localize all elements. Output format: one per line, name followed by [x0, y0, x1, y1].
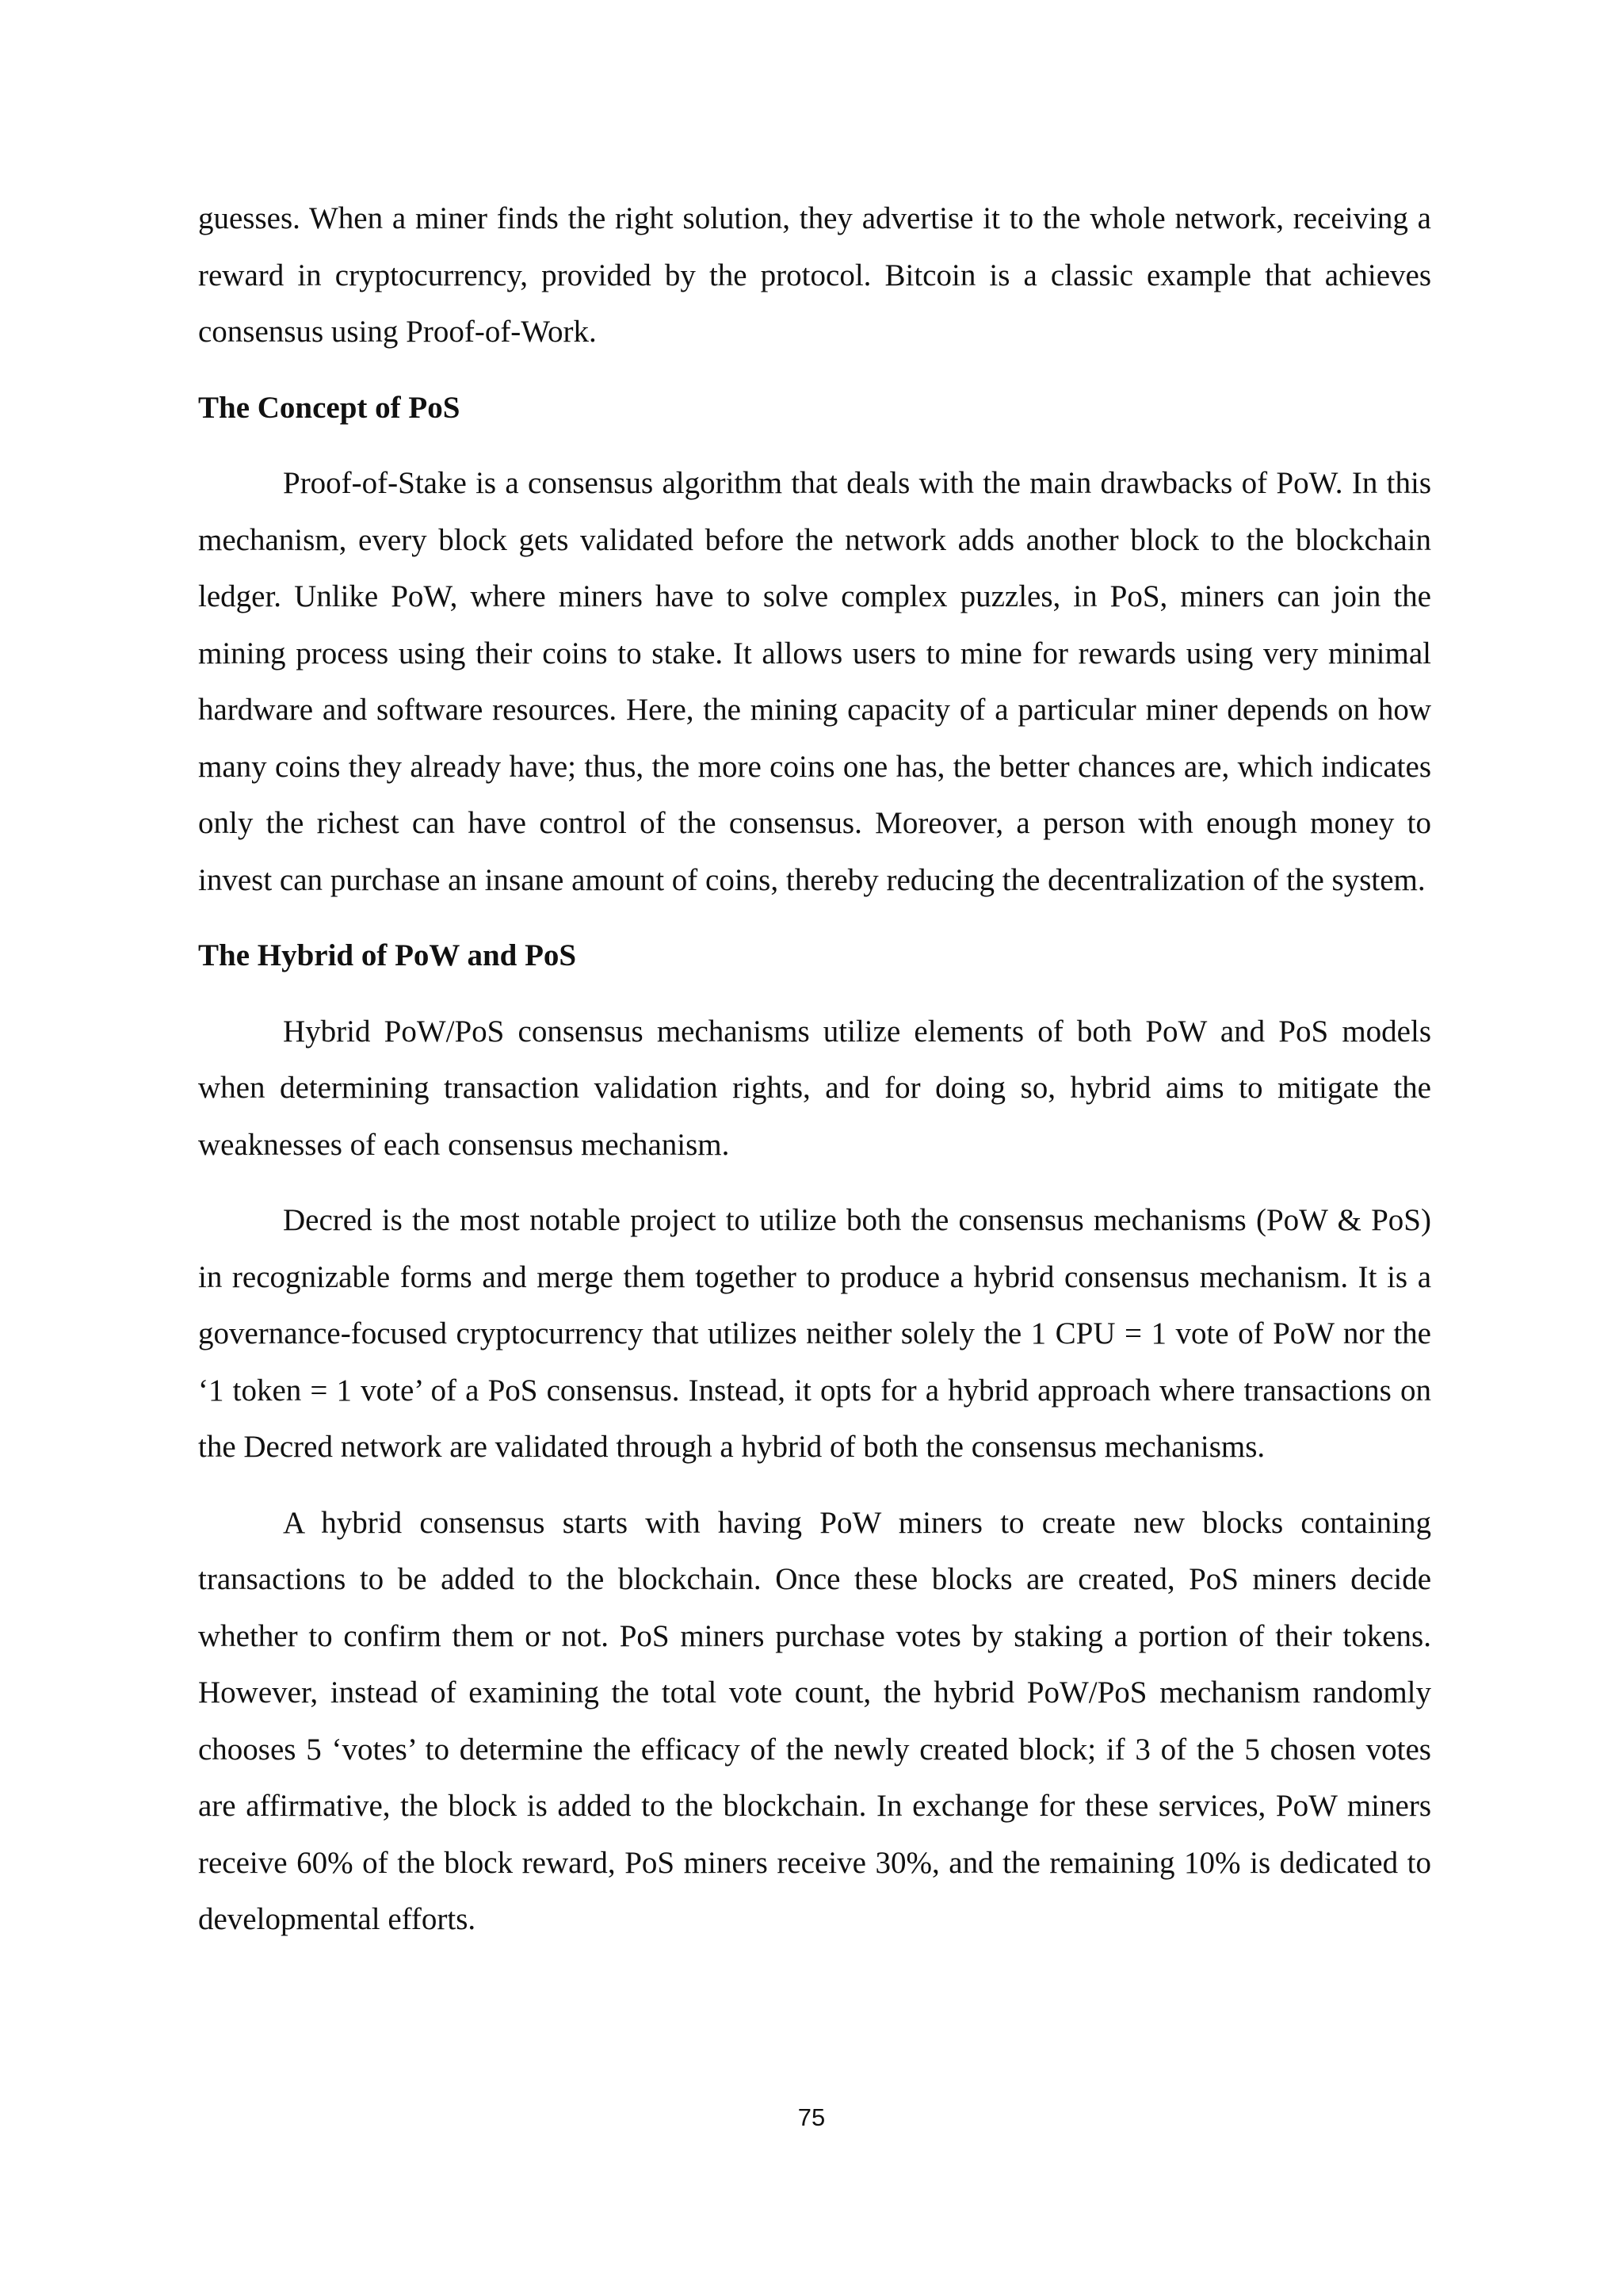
hybrid-paragraph-3: A hybrid consensus starts with having PoW miners to create new blocks containing transactions to be added to the blockchain. Once these blocks are created, PoS miners decide whether to confirm them or not. PoS miners purchase votes by staking a portion of their tokens. However, instead of examining the total vote count, the hybrid PoW/PoS mechanism randomly chooses 5 ‘votes’ to determine the efficacy of the newly created block; if 3 of the 5 chosen votes are affirmative, the block is added to the blockchain. In exchange for these services, PoW miners receive 60% of the block reward, PoS miners receive 30%, and the remaining 10% is dedicated to developmental efforts. [198, 1505, 1431, 1936]
page-body [198, 190, 1431, 1948]
section-heading-hybrid: The Hybrid of PoW and PoS [198, 938, 577, 972]
hybrid-paragraph-1: Hybrid PoW/PoS consensus mechanisms utilize elements of both PoW and PoS models when determining transaction validation rights, and for doing so, hybrid aims to mitigate the weaknesses of each consensus mechanism. [198, 1014, 1431, 1162]
section-heading-pos: The Concept of PoS [198, 390, 460, 425]
intro-paragraph: guesses. When a miner finds the right solution, they advertise it to the whole network, receiving a reward in cryptocurrency, provided by the protocol. Bitcoin is a classic example that achieves consensus using Proof-of-Work. [198, 201, 1431, 349]
hybrid-paragraph-2: Decred is the most notable project to utilize both the consensus mechanisms (PoW & PoS) in recognizable forms and merge them together to produce a hybrid consensus mechanism. It is a governance-focused cryptocurrency that utilizes neither solely the 1 CPU = 1 vote of PoW nor the ‘1 token = 1 vote’ of a PoS consensus. Instead, it opts for a hybrid approach where transactions on the Decred network are validated through a hybrid of both the consensus mechanisms. [198, 1203, 1431, 1464]
page-number: 75 [797, 2103, 826, 2131]
pos-paragraph: Proof-of-Stake is a consensus algorithm that deals with the main drawbacks of PoW. In this mechanism, every block gets validated before the network adds another block to the blockchain ledger. Unlike PoW, where miners have to solve complex puzzles, in PoS, miners can join the mining process using their coins to stake. It allows users to mine for rewards using very minimal hardware and software resources. Here, the mining capacity of a particular miner depends on how many coins they already have; thus, the more coins one has, the better chances are, which indicates only the richest can have control of the consensus. Moreover, a person with enough money to invest can purchase an insane amount of coins, thereby reducing the decentralization of the system. [198, 466, 1431, 897]
